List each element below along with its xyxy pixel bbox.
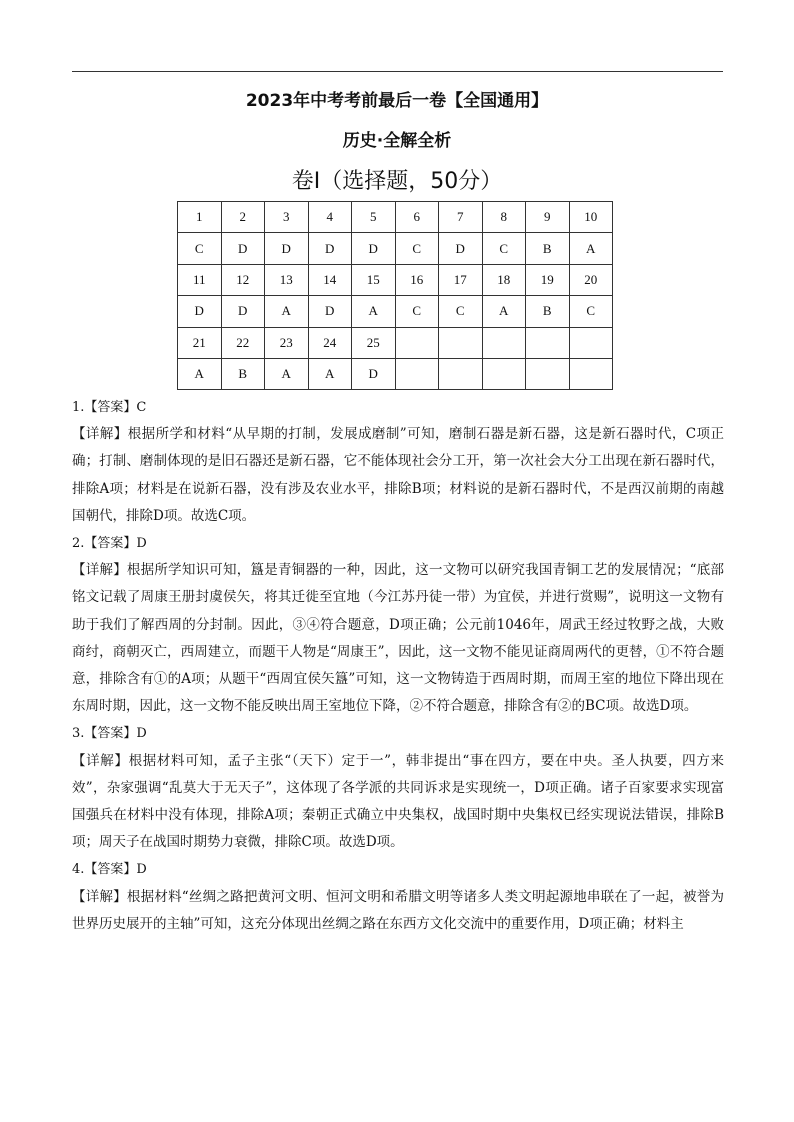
table-row (178, 202, 613, 233)
answer-cell: A (265, 296, 309, 327)
answer-detail: 【详解】根据材料可知，孟子主张“（天下）定于一”，韩非提出“事在四方，要在中央。圣人执要，四方来效”，杂家强调“乱莫大于无天子”，这体现了各学派的共同诉求是实现统一，D项正确。诸子百家要求实现富国强兵在材料中没有体现，排除A项；秦朝正式确立中央集权，战国时期中央集权已经实现说法错误，排除B项；周天子在战国时期势力衰微，排除C项。故选D项。 (72, 752, 724, 851)
answer-header: 1.【答案】C (72, 400, 147, 415)
table-row (178, 233, 613, 264)
question-number-cell: 13 (265, 264, 309, 295)
question-number-cell: 4 (308, 202, 352, 233)
answer-cell (526, 358, 570, 389)
question-number-cell: 19 (526, 264, 570, 295)
answer-cell: C (482, 233, 526, 264)
answer-cell: C (395, 296, 439, 327)
question-number-cell: 14 (308, 264, 352, 295)
answer-cell: A (482, 296, 526, 327)
answer-cell: A (178, 358, 222, 389)
question-number-cell: 1 (178, 202, 222, 233)
answer-cell: D (221, 233, 265, 264)
question-number-cell: 5 (352, 202, 396, 233)
question-number-cell (482, 327, 526, 358)
answer-cell: B (526, 233, 570, 264)
answer-cell (482, 358, 526, 389)
question-number-cell: 2 (221, 202, 265, 233)
answer-cell: D (352, 358, 396, 389)
question-number-cell: 6 (395, 202, 439, 233)
question-number-cell: 16 (395, 264, 439, 295)
question-number-cell: 22 (221, 327, 265, 358)
question-number-cell: 20 (569, 264, 613, 295)
section-heading: 卷Ⅰ（选择题，50分） (291, 169, 503, 194)
answer-detail: 【详解】根据所学知识可知，簋是青铜器的一种，因此，这一文物可以研究我国青铜工艺的发展情况；“底部铭文记载了周康王册封虞侯矢，将其迁徙至宜地（今江苏丹徒一带）为宜侯，并进行赏赐”，说明这一文物有助于我们了解西周的分封制。因此，③④符合题意，D项正确；公元前1046年，周武王经过牧野之战，大败商纣，商朝灭亡，西周建立，而题干人物是“周康王”，因此，这一文物不能见证商周两代的更替，①不符合题意，排除含有①的A项；从题干“西周宜侯矢簋”可知，这一文物铸造于西周时期，而周王室的地位下降出现在东周时期，因此，这一文物不能反映出周王室地位下降，②不符合题意，排除含有②的BC项。故选D项。 (72, 562, 724, 715)
answer-cell: D (439, 233, 483, 264)
answer-cell: D (308, 296, 352, 327)
answer-cell (395, 358, 439, 389)
question-number-cell: 25 (352, 327, 396, 358)
answer-cell: C (395, 233, 439, 264)
answer-cell: B (526, 296, 570, 327)
question-number-cell: 10 (569, 202, 613, 233)
table-row (178, 358, 613, 389)
question-number-cell: 23 (265, 327, 309, 358)
answer-cell (439, 358, 483, 389)
document-subtitle: 历史·全解全析 (342, 131, 452, 151)
question-number-cell (395, 327, 439, 358)
question-number-cell: 7 (439, 202, 483, 233)
answer-header: 2.【答案】D (72, 536, 147, 552)
question-number-cell (439, 327, 483, 358)
question-number-cell (526, 327, 570, 358)
answer-explanations (72, 394, 724, 938)
answer-cell: B (221, 358, 265, 389)
answer-detail: 【详解】根据所学和材料“从早期的打制，发展成磨制”可知，磨制石器是新石器，这是新石器时代，C项正确；打制、磨制体现的是旧石器还是新石器，它不能体现社会分工开，第一次社会大分工出现在新石器时代，排除A项；材料是在说新石器，没有涉及农业水平，排除B项；材料说的是新石器时代，不是西汉前期的南越国朝代，排除D项。故选C项。 (72, 426, 724, 524)
answer-cell: D (221, 296, 265, 327)
answer-cell (569, 358, 613, 389)
answer-cell: C (439, 296, 483, 327)
answer-header: 4.【答案】D (72, 862, 147, 878)
answer-cell: A (308, 358, 352, 389)
question-number-cell: 15 (352, 264, 396, 295)
question-number-cell: 9 (526, 202, 570, 233)
question-number-cell: 18 (482, 264, 526, 295)
table-row (178, 296, 613, 327)
question-number-cell: 17 (439, 264, 483, 295)
question-number-cell: 11 (178, 264, 222, 295)
header-rule (72, 71, 723, 72)
document-title: 2023年中考考前最后一卷【全国通用】 (245, 91, 549, 111)
question-number-cell: 3 (265, 202, 309, 233)
answer-cell: A (569, 233, 613, 264)
answer-cell: A (265, 358, 309, 389)
answer-cell: D (352, 233, 396, 264)
table-row (178, 327, 613, 358)
answer-cell: A (352, 296, 396, 327)
question-number-cell: 21 (178, 327, 222, 358)
question-number-cell: 8 (482, 202, 526, 233)
question-number-cell: 12 (221, 264, 265, 295)
answer-cell: D (178, 296, 222, 327)
question-number-cell (569, 327, 613, 358)
answer-cell: C (178, 233, 222, 264)
table-row (178, 264, 613, 295)
answer-table (177, 201, 613, 390)
answer-detail: 【详解】根据材料“丝绸之路把黄河文明、恒河文明和希腊文明等诸多人类文明起源地串联在了一起，被誉为世界历史展开的主轴”可知，这充分体现出丝绸之路在东西方文化交流中的重要作用，D项正确；材料主 (72, 888, 724, 932)
answer-cell: D (265, 233, 309, 264)
answer-cell: D (308, 233, 352, 264)
question-number-cell: 24 (308, 327, 352, 358)
answer-cell: C (569, 296, 613, 327)
answer-header: 3.【答案】D (72, 726, 147, 742)
